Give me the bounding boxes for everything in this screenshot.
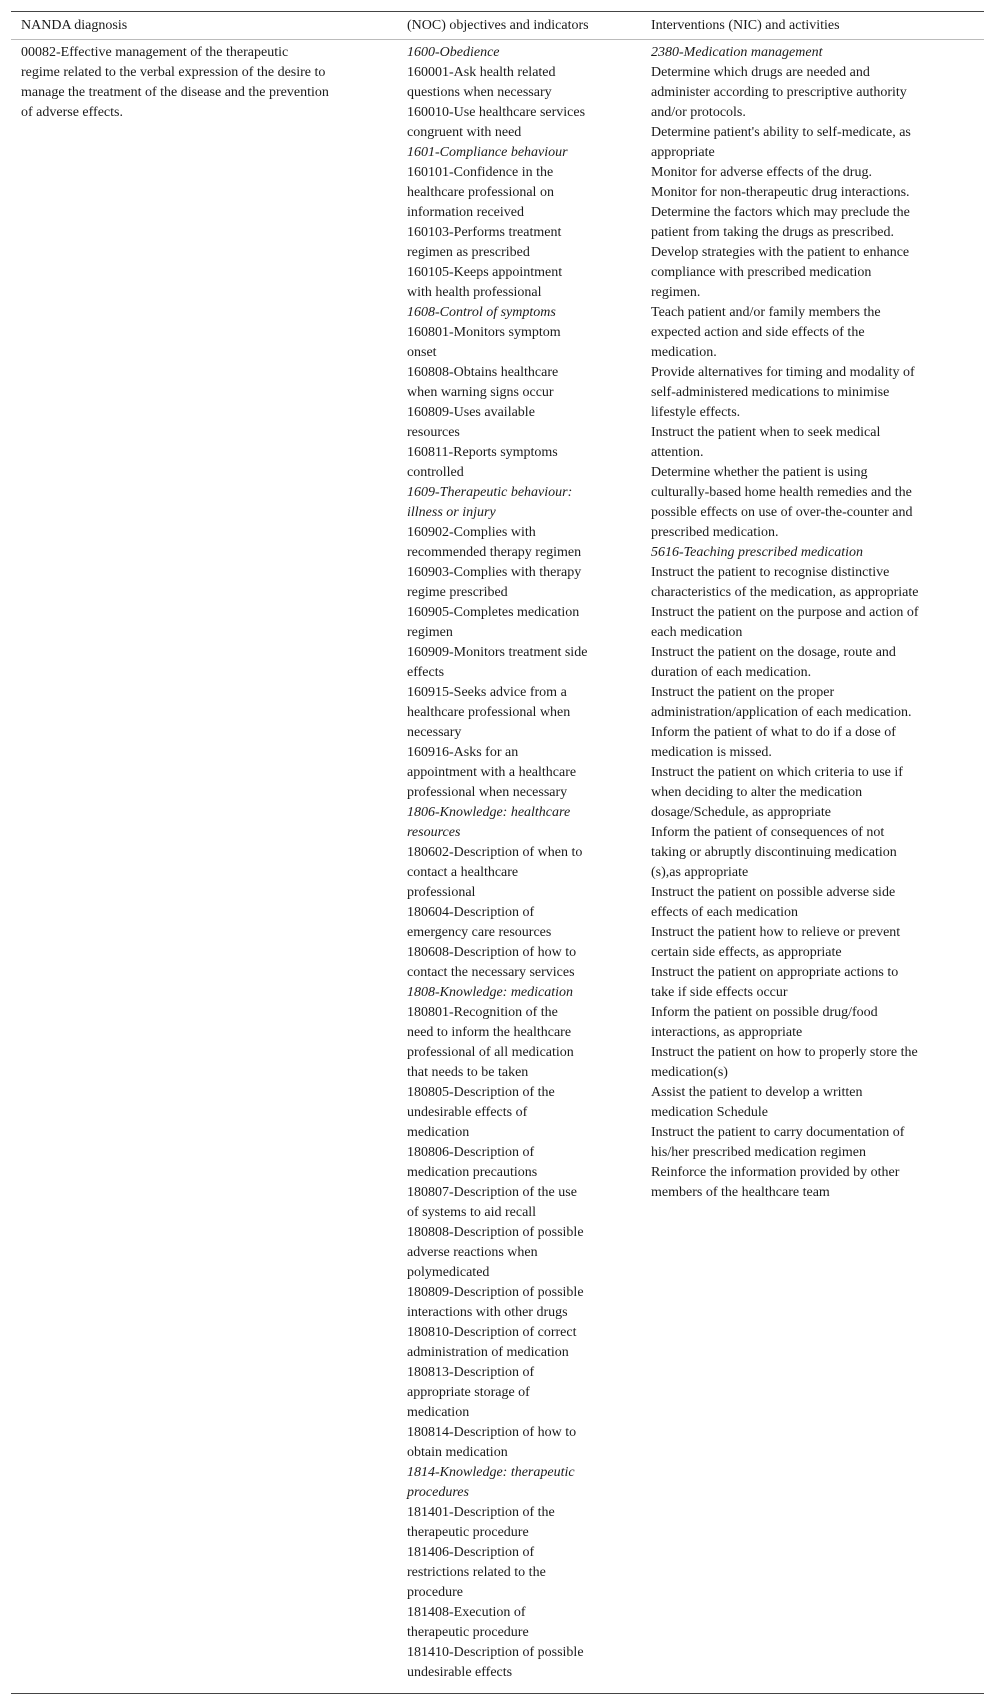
noc-line: effects xyxy=(407,665,445,680)
nic-line: Determine patient's ability to self-medicate, as xyxy=(651,125,911,140)
nic-line: Instruct the patient how to relieve or prevent xyxy=(651,925,901,940)
noc-line: undesirable effects of xyxy=(407,1105,528,1120)
noc-line: procedure xyxy=(407,1585,463,1600)
noc-line: information received xyxy=(407,205,525,220)
noc-line: 160916-Asks for an xyxy=(407,745,519,760)
noc-line: therapeutic procedure xyxy=(407,1525,529,1540)
nic-line: administration/application of each medication. xyxy=(651,705,912,720)
noc-line: congruent with need xyxy=(407,125,522,140)
noc-line: adverse reactions when xyxy=(407,1245,538,1260)
nic-interventions-cell xyxy=(651,43,957,1203)
nic-line: Determine whether the patient is using xyxy=(651,465,868,480)
table-top-rule xyxy=(11,11,984,12)
noc-line: professional of all medication xyxy=(407,1045,574,1060)
noc-line: 160010-Use healthcare services xyxy=(407,105,586,120)
nic-line: effects of each medication xyxy=(651,905,799,920)
noc-line: of systems to aid recall xyxy=(407,1205,537,1220)
noc-line: 181401-Description of the xyxy=(407,1505,555,1520)
nic-line: characteristics of the medication, as appropriate xyxy=(651,585,919,600)
nic-line: patient from taking the drugs as prescribed. xyxy=(651,225,894,240)
nic-line: medication. xyxy=(651,345,717,360)
noc-line: questions when necessary xyxy=(407,85,552,100)
nic-line: Instruct the patient on which criteria to use if xyxy=(651,765,903,780)
noc-line: 180808-Description of possible xyxy=(407,1225,584,1240)
nic-line: when deciding to alter the medication xyxy=(651,785,863,800)
nic-line: each medication xyxy=(651,625,743,640)
nic-line: administer according to prescriptive authority xyxy=(651,85,907,100)
nic-line: duration of each medication. xyxy=(651,665,812,680)
noc-heading: procedures xyxy=(407,1485,469,1500)
nic-line: Inform the patient on possible drug/food xyxy=(651,1005,878,1020)
noc-line: 181410-Description of possible xyxy=(407,1645,584,1660)
nic-line: Reinforce the information provided by other xyxy=(651,1165,900,1180)
nanda-line: regime related to the verbal expression of the desire to xyxy=(21,65,326,80)
noc-line: medication xyxy=(407,1405,470,1420)
noc-line: 180604-Description of xyxy=(407,905,535,920)
nic-line: culturally-based home health remedies and the xyxy=(651,485,912,500)
noc-line: 160915-Seeks advice from a xyxy=(407,685,567,700)
nic-line: expected action and side effects of the xyxy=(651,325,865,340)
noc-line: appointment with a healthcare xyxy=(407,765,577,780)
noc-heading: 1806-Knowledge: healthcare xyxy=(407,805,571,820)
noc-heading: 1808-Knowledge: medication xyxy=(407,985,574,1000)
noc-line: 180810-Description of correct xyxy=(407,1325,577,1340)
nanda-line: of adverse effects. xyxy=(21,105,123,120)
noc-line: 180806-Description of xyxy=(407,1145,535,1160)
nic-line: members of the healthcare team xyxy=(651,1185,830,1200)
noc-heading: 1608-Control of symptoms xyxy=(407,305,556,320)
nic-heading: 2380-Medication management xyxy=(651,45,823,60)
nic-heading: 5616-Teaching prescribed medication xyxy=(651,545,864,560)
nic-line: self-administered medications to minimise xyxy=(651,385,890,400)
noc-line: regime prescribed xyxy=(407,585,508,600)
nic-line: interactions, as appropriate xyxy=(651,1025,803,1040)
noc-heading: 1814-Knowledge: therapeutic xyxy=(407,1465,575,1480)
noc-line: regimen as prescribed xyxy=(407,245,530,260)
noc-line: 181406-Description of xyxy=(407,1545,535,1560)
noc-heading: resources xyxy=(407,825,461,840)
noc-line: 181408-Execution of xyxy=(407,1605,526,1620)
nic-line: Instruct the patient on possible adverse side xyxy=(651,885,896,900)
noc-line: emergency care resources xyxy=(407,925,552,940)
noc-line: 160811-Reports symptoms xyxy=(407,445,558,460)
nic-line: appropriate xyxy=(651,145,715,160)
nic-line: lifestyle effects. xyxy=(651,405,741,420)
nic-line: Instruct the patient to recognise distinctive xyxy=(651,565,890,580)
noc-line: medication precautions xyxy=(407,1165,538,1180)
noc-objectives-cell xyxy=(407,43,612,1683)
noc-line: 180809-Description of possible xyxy=(407,1285,584,1300)
noc-line: 160909-Monitors treatment side xyxy=(407,645,588,660)
nic-line: take if side effects occur xyxy=(651,985,788,1000)
noc-line: 160801-Monitors symptom xyxy=(407,325,561,340)
header-nanda-diagnosis: NANDA diagnosis xyxy=(21,18,128,33)
nic-line: Assist the patient to develop a written xyxy=(651,1085,863,1100)
noc-line: interactions with other drugs xyxy=(407,1305,568,1320)
noc-line: 160808-Obtains healthcare xyxy=(407,365,559,380)
header-nic-interventions: Interventions (NIC) and activities xyxy=(651,18,840,33)
nic-line: attention. xyxy=(651,445,704,460)
nic-line: possible effects on use of over-the-counter and xyxy=(651,505,913,520)
noc-line: 180602-Description of when to xyxy=(407,845,583,860)
header-noc-objectives: (NOC) objectives and indicators xyxy=(407,18,589,33)
noc-heading: 1601-Compliance behaviour xyxy=(407,145,568,160)
nic-line: Instruct the patient on the proper xyxy=(651,685,835,700)
nic-line: taking or abruptly discontinuing medication xyxy=(651,845,897,860)
nic-line: (s),as appropriate xyxy=(651,865,749,880)
noc-line: appropriate storage of xyxy=(407,1385,530,1400)
noc-line: 180814-Description of how to xyxy=(407,1425,577,1440)
noc-line: obtain medication xyxy=(407,1445,508,1460)
header-divider xyxy=(11,39,984,40)
nic-line: medication Schedule xyxy=(651,1105,769,1120)
noc-line: healthcare professional when xyxy=(407,705,571,720)
noc-line: necessary xyxy=(407,725,462,740)
noc-line: 180608-Description of how to xyxy=(407,945,577,960)
nic-line: Monitor for non-therapeutic drug interactions. xyxy=(651,185,910,200)
noc-line: therapeutic procedure xyxy=(407,1625,529,1640)
nic-line: Provide alternatives for timing and modality of xyxy=(651,365,915,380)
noc-line: 180805-Description of the xyxy=(407,1085,555,1100)
noc-line: medication xyxy=(407,1125,470,1140)
nic-line: Instruct the patient on how to properly store the xyxy=(651,1045,918,1060)
noc-line: 160103-Performs treatment xyxy=(407,225,562,240)
noc-line: recommended therapy regimen xyxy=(407,545,582,560)
nic-line: compliance with prescribed medication xyxy=(651,265,872,280)
noc-line: need to inform the healthcare xyxy=(407,1025,572,1040)
noc-line: contact the necessary services xyxy=(407,965,575,980)
noc-line: polymedicated xyxy=(407,1265,490,1280)
nic-line: Inform the patient of what to do if a dose of xyxy=(651,725,896,740)
nic-line: prescribed medication. xyxy=(651,525,779,540)
noc-line: undesirable effects xyxy=(407,1665,513,1680)
table-bottom-rule xyxy=(11,1693,984,1694)
nanda-diagnosis-cell xyxy=(21,43,376,123)
noc-heading: 1600-Obedience xyxy=(407,45,500,60)
noc-line: administration of medication xyxy=(407,1345,569,1360)
nic-line: Instruct the patient on appropriate actions to xyxy=(651,965,899,980)
noc-line: contact a healthcare xyxy=(407,865,519,880)
nic-line: regimen. xyxy=(651,285,701,300)
noc-line: healthcare professional on xyxy=(407,185,554,200)
noc-heading: 1609-Therapeutic behaviour: xyxy=(407,485,573,500)
nic-line: Instruct the patient on the dosage, route and xyxy=(651,645,896,660)
noc-line: 160001-Ask health related xyxy=(407,65,556,80)
noc-line: 160105-Keeps appointment xyxy=(407,265,563,280)
noc-line: professional when necessary xyxy=(407,785,568,800)
noc-line: 180807-Description of the use xyxy=(407,1185,577,1200)
nic-line: Monitor for adverse effects of the drug. xyxy=(651,165,872,180)
noc-line: 160809-Uses available xyxy=(407,405,535,420)
nic-line: Instruct the patient on the purpose and action of xyxy=(651,605,919,620)
noc-line: when warning signs occur xyxy=(407,385,554,400)
nic-line: Teach patient and/or family members the xyxy=(651,305,881,320)
nic-line: medication(s) xyxy=(651,1065,728,1080)
noc-line: restrictions related to the xyxy=(407,1565,546,1580)
nic-line: Develop strategies with the patient to enhance xyxy=(651,245,910,260)
nic-line: and/or protocols. xyxy=(651,105,746,120)
noc-line: 160905-Completes medication xyxy=(407,605,580,620)
noc-line: onset xyxy=(407,345,437,360)
nic-line: Determine which drugs are needed and xyxy=(651,65,870,80)
noc-line: 160903-Complies with therapy xyxy=(407,565,582,580)
nanda-line: manage the treatment of the disease and the prevention xyxy=(21,85,329,100)
noc-line: 160101-Confidence in the xyxy=(407,165,554,180)
noc-line: controlled xyxy=(407,465,464,480)
noc-heading: illness or injury xyxy=(407,505,496,520)
noc-line: with health professional xyxy=(407,285,542,300)
nic-line: dosage/Schedule, as appropriate xyxy=(651,805,831,820)
noc-line: 160902-Complies with xyxy=(407,525,536,540)
nic-line: his/her prescribed medication regimen xyxy=(651,1145,866,1160)
nic-line: Inform the patient of consequences of not xyxy=(651,825,885,840)
nic-line: medication is missed. xyxy=(651,745,772,760)
noc-line: that needs to be taken xyxy=(407,1065,529,1080)
nanda-line: 00082-Effective management of the therapeutic xyxy=(21,45,289,60)
noc-line: professional xyxy=(407,885,476,900)
noc-line: resources xyxy=(407,425,460,440)
noc-line: 180813-Description of xyxy=(407,1365,535,1380)
noc-line: 180801-Recognition of the xyxy=(407,1005,558,1020)
noc-line: regimen xyxy=(407,625,453,640)
nic-line: Instruct the patient when to seek medical xyxy=(651,425,881,440)
nic-line: Determine the factors which may preclude the xyxy=(651,205,910,220)
nic-line: Instruct the patient to carry documentation of xyxy=(651,1125,905,1140)
nic-line: certain side effects, as appropriate xyxy=(651,945,842,960)
